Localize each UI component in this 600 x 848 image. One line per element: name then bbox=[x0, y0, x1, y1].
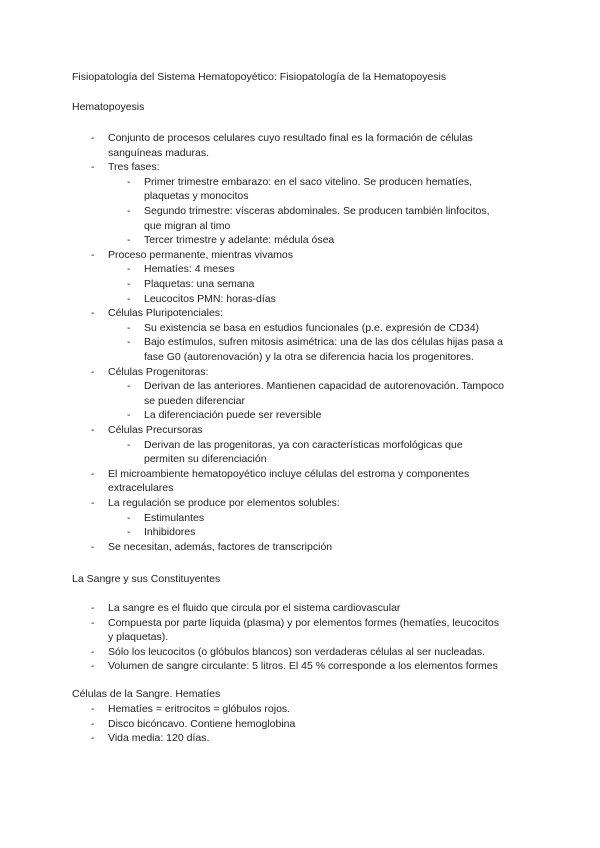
bullet-dash: - bbox=[91, 660, 95, 673]
list-item-continuation: y plaquetas). bbox=[108, 631, 169, 644]
list-item: Sólo los leucocitos (o glóbulos blancos) son verdaderas células al ser nucleadas. bbox=[108, 645, 486, 658]
sub-list-item: Bajo estímulos, sufren mitosis asimétrica: una de las dos células hijas pasa a bbox=[144, 336, 503, 349]
sub-list-item: Segundo trimestre: vísceras abdominales. Se producen también linfocitos, bbox=[144, 205, 490, 217]
list-item-continuation: extracelulares bbox=[108, 482, 174, 495]
sub-bullet-dash: - bbox=[127, 438, 131, 451]
sub-bullet-dash: - bbox=[127, 278, 131, 290]
list-item: La sangre es el fluido que circula por el sistema cardiovascular bbox=[108, 602, 401, 614]
sub-list-item: Estimulantes bbox=[144, 511, 205, 524]
bullet-dash: - bbox=[91, 540, 95, 553]
list-item: Conjunto de procesos celulares cuyo resultado final es la formación de células bbox=[108, 132, 473, 144]
sub-list-item: Derivan de las progenitoras, ya con características morfológicas que bbox=[144, 438, 463, 451]
list-item: El microambiente hematopoyético incluye células del estroma y componentes bbox=[108, 467, 470, 480]
bullet-dash: - bbox=[91, 732, 95, 745]
list-item-continuation: sanguíneas maduras. bbox=[108, 146, 209, 159]
sub-list-item-continuation: plaquetas y monocitos bbox=[144, 190, 249, 203]
sub-bullet-dash: - bbox=[127, 234, 131, 247]
sub-bullet-dash: - bbox=[127, 175, 131, 188]
bullet-dash: - bbox=[91, 248, 95, 261]
sub-bullet-dash: - bbox=[127, 321, 131, 334]
sub-list-item-continuation: se pueden diferenciar bbox=[144, 394, 245, 407]
bullet-dash: - bbox=[91, 467, 95, 480]
list-item: Células Precursoras bbox=[108, 424, 203, 436]
sub-list-item: Leucocitos PMN: horas-días bbox=[144, 292, 276, 305]
list-item: Células Pluripotenciales: bbox=[108, 307, 223, 320]
sub-bullet-dash: - bbox=[127, 526, 131, 539]
bullet-dash: - bbox=[91, 365, 95, 378]
sub-list-item: Derivan de las anteriores. Mantienen capacidad de autorenovación. Tampoco bbox=[144, 380, 504, 393]
section-heading: Hematopoyesis bbox=[72, 101, 145, 113]
sub-list-item: Inhibidores bbox=[144, 526, 196, 539]
bullet-dash: - bbox=[91, 497, 95, 509]
list-item: Compuesta por parte líquida (plasma) y por elementos formes (hematíes, leucocitos bbox=[108, 616, 500, 629]
sub-bullet-dash: - bbox=[127, 292, 131, 305]
bullet-dash: - bbox=[91, 132, 95, 144]
sub-bullet-dash: - bbox=[127, 380, 131, 393]
list-item: Hematíes = eritrocitos = glóbulos rojos. bbox=[108, 703, 291, 715]
bullet-dash: - bbox=[91, 616, 95, 629]
list-item: Tres fases: bbox=[108, 161, 160, 174]
sub-list-item: Tercer trimestre y adelante: médula ósea bbox=[144, 234, 335, 247]
sub-list-item: Hematíes: 4 meses bbox=[144, 263, 235, 276]
bullet-dash: - bbox=[91, 307, 95, 320]
document-title: Fisiopatología del Sistema Hematopoyético: Fisiopatología de la Hematopoyesis bbox=[72, 71, 447, 83]
sub-bullet-dash: - bbox=[127, 409, 131, 422]
list-item: Células Progenitoras: bbox=[108, 365, 209, 378]
list-item: Vida media: 120 días. bbox=[108, 732, 210, 745]
list-item: Se necesitan, además, factores de transcripción bbox=[108, 540, 333, 553]
bullet-dash: - bbox=[91, 602, 95, 614]
sub-list-item-continuation: fase G0 (autorenovación) y la otra se diferencia hacia los progenitores. bbox=[144, 351, 474, 363]
sub-bullet-dash: - bbox=[127, 263, 131, 276]
section-heading: La Sangre y sus Constituyentes bbox=[72, 573, 221, 585]
bullet-dash: - bbox=[91, 717, 95, 730]
sub-list-item-continuation: permiten su diferenciación bbox=[144, 453, 267, 466]
sub-list-item: Su existencia se basa en estudios funcionales (p.e. expresión de CD34) bbox=[144, 321, 480, 334]
sub-list-item: La diferenciación puede ser reversible bbox=[144, 409, 322, 422]
sub-bullet-dash: - bbox=[127, 511, 131, 524]
sub-bullet-dash: - bbox=[127, 336, 131, 349]
list-item: Proceso permanente, mientras vivamos bbox=[108, 248, 293, 261]
sub-list-item-continuation: que migran al timo bbox=[144, 219, 231, 232]
bullet-dash: - bbox=[91, 703, 95, 715]
bullet-dash: - bbox=[91, 424, 95, 436]
section-heading: Células de la Sangre. Hematíes bbox=[72, 688, 221, 700]
sub-list-item: Primer trimestre embarazo: en el saco vitelino. Se producen hematíes, bbox=[144, 175, 472, 188]
list-item: La regulación se produce por elementos solubles: bbox=[108, 497, 340, 509]
list-item: Disco bicóncavo. Contiene hemoglobina bbox=[108, 717, 296, 730]
sub-list-item: Plaquetas: una semana bbox=[144, 278, 255, 290]
sub-bullet-dash: - bbox=[127, 205, 131, 217]
bullet-dash: - bbox=[91, 161, 95, 174]
list-item: Volumen de sangre circulante: 5 litros. El 45 % corresponde a los elementos formes bbox=[108, 660, 498, 673]
bullet-dash: - bbox=[91, 645, 95, 658]
